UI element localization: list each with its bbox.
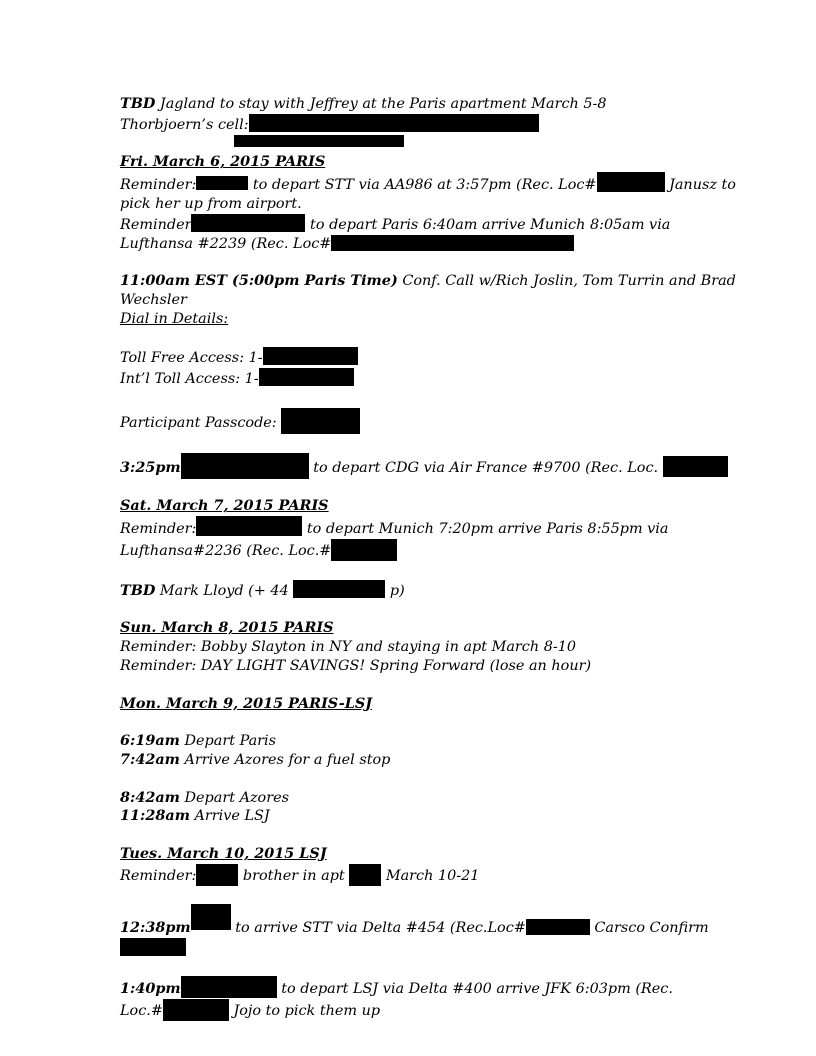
reminder-text: March 10-21 (381, 867, 480, 884)
event-text: Conf. Call w/Rich Joslin, Tom Turrin and Brad (397, 273, 736, 290)
conf-call-line (120, 272, 736, 291)
event-time: 8:42am (120, 788, 180, 806)
event-text: Arrive LSJ (189, 808, 270, 825)
reminder-label: Reminder: (120, 177, 197, 194)
dial-in-label: Dial in Details: (120, 310, 229, 327)
departure-line (120, 976, 720, 999)
reminder-text: to depart STT via AA986 at 3:57pm (Rec. Loc# (248, 177, 597, 194)
intl-toll-label: Int’l Toll Access: 1- (120, 371, 259, 388)
reminder-line: Reminder: Bobby Slayton in NY and staying in apt March 8-10 (120, 639, 577, 656)
reminder-text: to depart Munich 7:20pm arrive Paris 8:55pm via (302, 521, 669, 538)
redaction (249, 114, 539, 132)
event-text: Carsco Confirm (589, 920, 709, 937)
redaction (191, 214, 305, 232)
cell-line-2 (120, 135, 720, 154)
reminder-label: Reminder: (120, 867, 197, 884)
conf-call-line-2: Wechsler (120, 291, 187, 308)
reminder-text: Lufthansa#2236 (Rec. Loc.# (120, 542, 332, 559)
redaction (349, 864, 381, 886)
redaction (281, 408, 360, 434)
redaction (597, 172, 665, 192)
redaction (196, 864, 238, 886)
redaction (331, 235, 574, 251)
cell-line (120, 114, 720, 135)
event-time: 6:19am (120, 732, 180, 750)
event-time: 7:42am (120, 750, 180, 768)
intl-toll-line (120, 368, 720, 389)
redaction (181, 976, 277, 998)
reminder-line: Reminder: DAY LIGHT SAVINGS! Spring Forward (lose an hour) (120, 657, 592, 674)
redaction (196, 176, 248, 190)
reminder-text: Janusz to (664, 177, 736, 194)
event-time: 11:28am (120, 807, 190, 825)
toll-free-label: Toll Free Access: 1- (120, 350, 263, 367)
day-heading-march-10: Tues. March 10, 2015 LSJ (120, 844, 327, 862)
arrival-line (120, 904, 720, 938)
event-text: Loc.# (120, 1002, 163, 1019)
event-text: Arrive Azores for a fuel stop (179, 751, 391, 768)
redaction (331, 539, 397, 561)
day-heading-march-9: Mon. March 9, 2015 PARIS-LSJ (120, 694, 373, 712)
redaction (163, 999, 229, 1021)
event-text: Jojo to pick them up (228, 1002, 381, 1019)
reminder-line (120, 214, 720, 235)
event-time: 12:38pm (120, 919, 191, 937)
tbd-label: TBD (120, 581, 156, 599)
itinerary-line (120, 789, 720, 808)
redaction (234, 135, 404, 147)
reminder-line (120, 172, 736, 195)
redaction (181, 453, 309, 479)
reminder-line (120, 235, 720, 254)
redaction (293, 580, 385, 598)
departure-line-2 (120, 999, 720, 1021)
tbd-label: TBD (120, 95, 156, 112)
day-heading-march-7: Sat. March 7, 2015 PARIS (120, 497, 329, 515)
reminder-label: Reminder: (120, 521, 197, 538)
arrival-line-2 (120, 938, 720, 957)
tbd-text: Jagland to stay with Jeffrey at the Paris apartment March 5-8 (155, 96, 607, 112)
reminder-line (120, 539, 720, 561)
event-time: 1:40pm (120, 979, 181, 997)
reminder-text: to depart Paris 6:40am arrive Munich 8:05am via (305, 216, 671, 233)
reminder-line (120, 516, 720, 539)
day-heading-march-8: Sun. March 8, 2015 PARIS (120, 619, 334, 637)
itinerary-line (120, 732, 720, 751)
reminder-text: Lufthansa #2239 (Rec. Loc# (120, 235, 332, 252)
redaction (663, 456, 728, 477)
cell-label: Thorbjoern’s cell: (120, 116, 249, 133)
event-time: 11:00am EST (5:00pm Paris Time) (120, 272, 398, 290)
redaction (526, 919, 590, 935)
reminder-text: brother in apt (238, 867, 350, 884)
redaction (263, 347, 358, 365)
tbd-text: Mark Lloyd (+ 44 (155, 582, 294, 599)
day-heading-march-6: Fri. March 6, 2015 PARIS (120, 153, 326, 171)
event-text: Depart Azores (179, 789, 289, 806)
passcode-label: Participant Passcode: (120, 414, 282, 431)
event-text: to depart CDG via Air France #9700 (Rec. Loc. (308, 459, 663, 476)
event-text: to arrive STT via Delta #454 (Rec.Loc# (230, 920, 526, 937)
redaction (259, 368, 354, 386)
passcode-line (120, 408, 720, 434)
toll-free-line (120, 347, 720, 368)
redaction (191, 904, 231, 930)
itinerary-line (120, 751, 720, 770)
event-text: to depart LSJ via Delta #400 arrive JFK 6:03pm (Rec. (276, 980, 673, 997)
reminder-line: pick her up from airport. (120, 195, 302, 212)
document-page (120, 95, 736, 1021)
redaction (120, 938, 186, 956)
flight-line (120, 453, 720, 479)
itinerary-line (120, 807, 720, 826)
redaction (196, 516, 302, 536)
reminder-line (120, 864, 720, 886)
event-time: 3:25pm (120, 458, 181, 476)
tbd-jagland-line (120, 95, 720, 114)
event-text: Depart Paris (179, 733, 277, 750)
reminder-label: Reminder (120, 216, 192, 233)
tbd-lloyd-line (120, 580, 720, 601)
tbd-text: p) (385, 582, 405, 599)
